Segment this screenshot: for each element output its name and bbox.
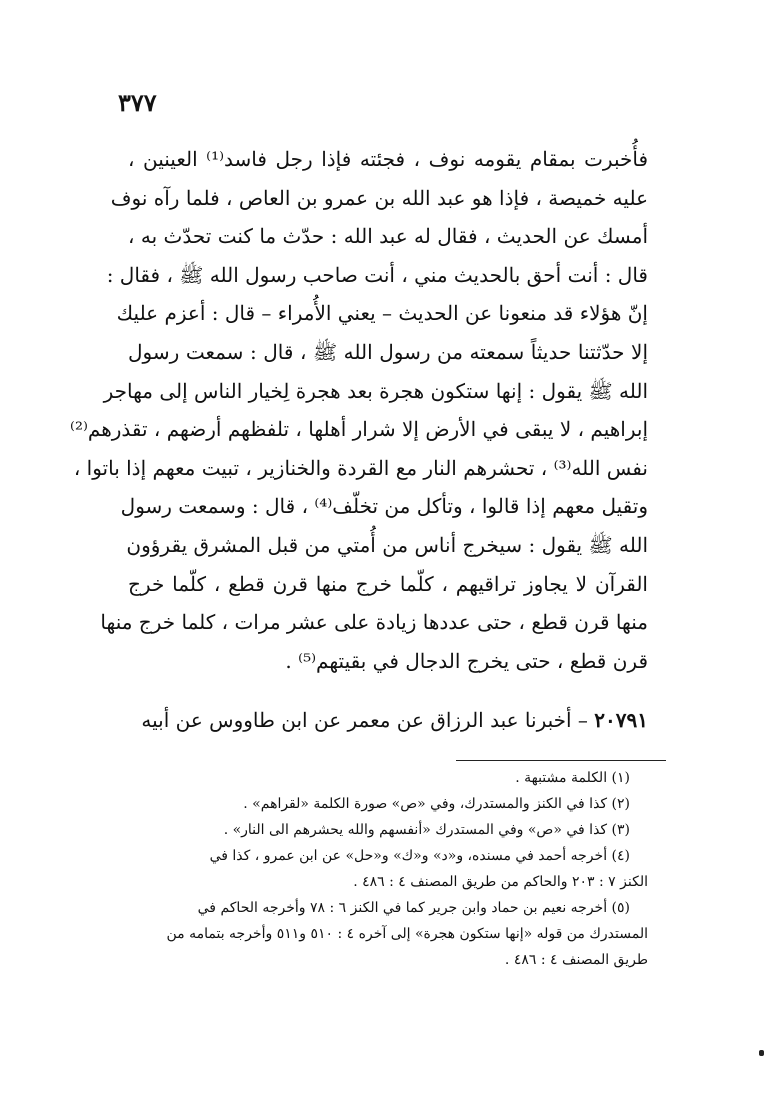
body-line: إنّ هؤلاء قد منعونا عن الحديث – يعني الأُمراء – قال : أعزم عليك <box>116 301 648 326</box>
body-text <box>70 140 649 680</box>
body-line: عليه خميصة ، فإذا هو عبد الله بن عمرو بن العاص ، فلما رآه نوف <box>110 185 648 210</box>
body-line: وتقيل معهم إذا قالوا ، وتأكل من تخلّف⁽⁴⁾ ، قال : وسمعت رسول <box>120 494 648 519</box>
body-line: القرآن لا يجاوز تراقيهم ، كلّما خرج منها قرن قطع ، كلّما خرج <box>128 571 648 596</box>
body-line: الله ﷺ يقول : سيخرج أناس من أُمتي من قبل المشرق يقرؤون <box>126 532 648 557</box>
footnote-line: طريق المصنف ٤ : ٤٨٦ . <box>504 952 648 968</box>
footnote-line: الكنز ٧ : ٢٠٣ والحاكم من طريق المصنف ٤ : ٤٨٦ . <box>353 874 648 890</box>
body-line: نفس الله⁽³⁾ ، تحشرهم النار مع القردة والخنازير ، تبيت معهم إذا باتوا ، <box>73 455 648 480</box>
footnote-line: (٥) أخرجه نعيم بن حماد وابن جرير كما في الكنز ٦ : ٧٨ وأخرجه الحاكم في <box>197 900 630 916</box>
page-speck <box>759 1050 764 1056</box>
body-line: منها قرن قطع ، حتى عددها زيادة على عشر مرات ، كلما خرج منها <box>100 610 648 635</box>
footnote-line: (٣) كذا في «ص» وفي المستدرك «أنفسهم والله يحشرهم الى النار» . <box>223 822 630 838</box>
body-line: إبراهيم ، لا يبقى في الأرض إلا شرار أهلها ، تلفظهم أرضهم ، تقذرهم⁽²⁾ <box>70 417 648 442</box>
next-hadith <box>128 700 648 740</box>
page-number: ٣٧٧ <box>118 88 157 117</box>
body-line: قال : أنت أحق بالحديث مني ، أنت صاحب رسول الله ﷺ ، فقال : <box>106 262 648 287</box>
footnote-line: (١) الكلمة مشتبهة . <box>515 770 630 786</box>
hadith-text: – أخبرنا عبد الرزاق عن معمر عن ابن طاووس عن أبيه <box>141 708 588 732</box>
body-line: أمسك عن الحديث ، فقال له عبد الله : حدّث ما كنت تحدّث به ، <box>128 224 648 249</box>
body-line: إلا حدّثتنا حديثاً سمعته من رسول الله ﷺ ، قال : سمعت رسول <box>128 339 648 364</box>
body-line: الله ﷺ يقول : إنها ستكون هجرة بعد هجرة لِخيار الناس إلى مهاجر <box>103 378 648 403</box>
footnotes <box>118 765 648 973</box>
footnote-line: (٤) أخرجه أحمد في مسنده، و«د» و«ك» و«حل» عن ابن عمرو ، كذا في <box>209 848 630 864</box>
body-line: قرن قطع ، حتى يخرج الدجال في بقيتهم⁽⁵⁾ . <box>285 648 648 673</box>
footnote-line: (٢) كذا في الكنز والمستدرك، وفي «ص» صورة الكلمة «لقراهم» . <box>243 796 630 812</box>
body-line: فأُخبرت بمقام يقومه نوف ، فجئته فإذا رجل فاسد⁽¹⁾ العينين ، <box>128 147 649 171</box>
hadith-number: ٢٠٧٩١ <box>594 708 648 732</box>
footnote-divider <box>456 760 666 761</box>
footnote-line: المستدرك من قوله «إنها ستكون هجرة» إلى آخره ٤ : ٥١٠ و٥١١ وأخرجه بتمامه من <box>166 926 648 942</box>
